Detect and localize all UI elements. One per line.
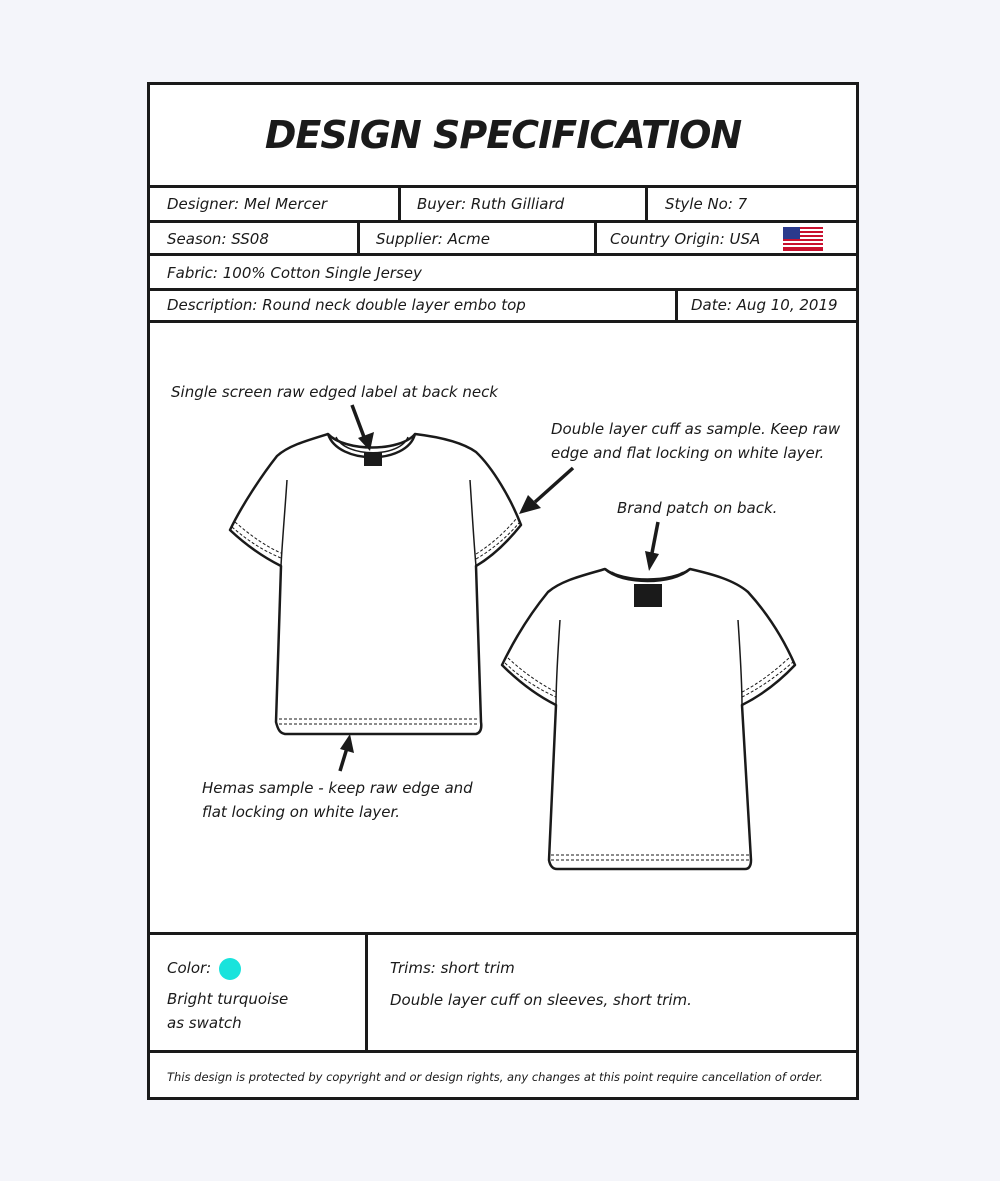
color-label: Color: [167, 959, 212, 977]
callout-hem-line2: flat locking on white layer. [202, 803, 401, 821]
color-description-line1: Bright turquoise [167, 990, 289, 1008]
callout-brand-patch: Brand patch on back. [617, 499, 778, 517]
supplier-field: Supplier: Acme [376, 230, 490, 248]
date-field: Date: Aug 10, 2019 [691, 296, 838, 314]
country-origin-field: Country Origin: USA [610, 230, 761, 248]
fabric-field: Fabric: 100% Cotton Single Jersey [167, 264, 422, 282]
back-tshirt-drawing [502, 569, 795, 869]
arrow-cuff [519, 468, 573, 514]
color-description-line2: as swatch [167, 1014, 242, 1032]
trims-label: Trims: short trim [390, 959, 515, 977]
page-title: DESIGN SPECIFICATION [264, 113, 742, 157]
buyer-field: Buyer: Ruth Gilliard [417, 195, 565, 213]
arrow-back-neck-label [352, 405, 374, 451]
callout-cuff-line2: edge and flat locking on white layer. [551, 444, 825, 462]
callout-back-neck-label: Single screen raw edged label at back neck [171, 383, 498, 401]
front-tshirt-drawing [230, 434, 521, 734]
trims-description: Double layer cuff on sleeves, short trim. [390, 991, 692, 1009]
callout-cuff-line1: Double layer cuff as sample. Keep raw [551, 420, 841, 438]
season-field: Season: SS08 [167, 230, 269, 248]
copyright-notice: This design is protected by copyright and or design rights, any changes at this point require cancellation of order. [167, 1070, 824, 1084]
style-number-field: Style No: 7 [665, 195, 748, 213]
description-field: Description: Round neck double layer embo top [167, 296, 526, 314]
arrow-brand-patch [645, 522, 659, 571]
designer-field: Designer: Mel Mercer [167, 195, 328, 213]
arrow-hem [340, 734, 354, 771]
callout-hem-line1: Hemas sample - keep raw edge and [202, 779, 473, 797]
